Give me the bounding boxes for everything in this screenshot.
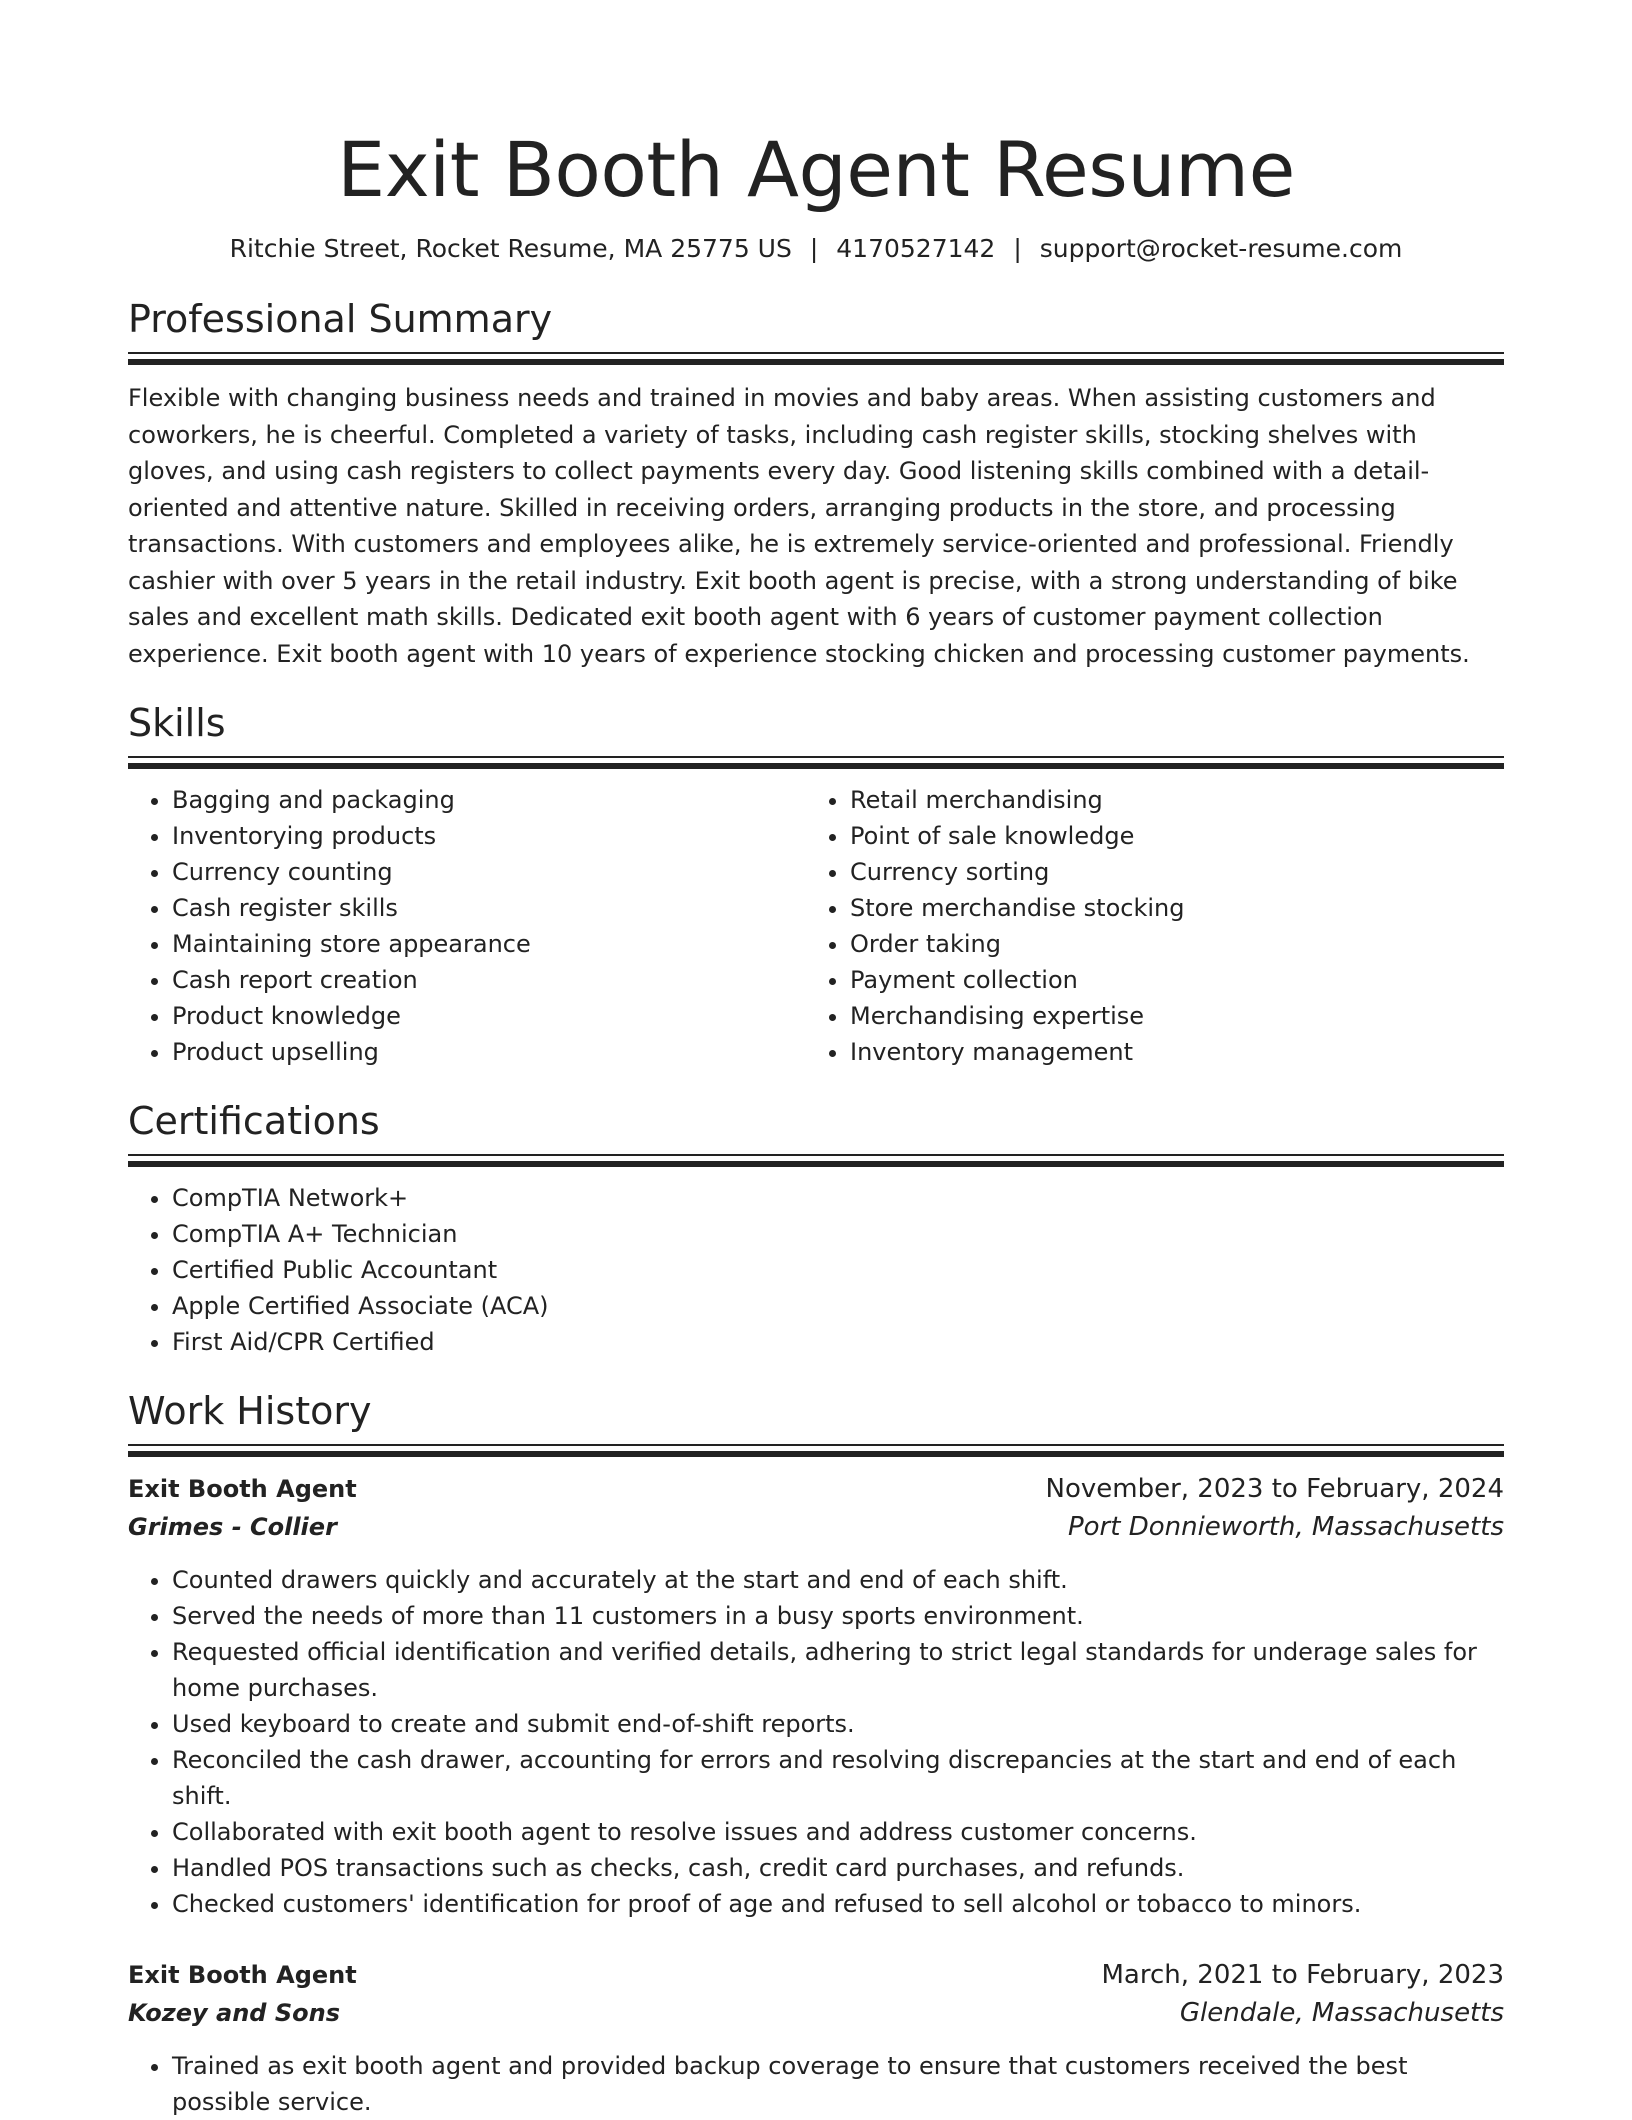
job-company: Grimes - Collier	[128, 1513, 337, 1541]
job-bullet: • Collaborated with exit booth agent to resolve issues and address customer concerns.	[172, 1814, 1504, 1850]
job-bullet: • Trained as exit booth agent and provided backup coverage to ensure that customers received the best possible service.	[172, 2048, 1504, 2120]
job-location: Port Donnieworth, Massachusetts	[1067, 1512, 1504, 1542]
job-location: Glendale, Massachusetts	[1179, 1998, 1504, 2028]
job-bullet: • Used keyboard to create and submit end-of-shift reports.	[172, 1706, 1504, 1742]
skill-item: • Point of sale knowledge	[850, 818, 1484, 854]
skill-item: • Maintaining store appearance	[172, 926, 806, 962]
skill-item: • Retail merchandising	[850, 782, 1484, 818]
skill-item: • Store merchandise stocking	[850, 890, 1484, 926]
job-title: Exit Booth Agent	[128, 1475, 357, 1503]
summary-section	[128, 294, 1504, 672]
job-bullet: • Counted drawers quickly and accurately at the start and end of each shift.	[172, 1562, 1504, 1598]
job-bullets	[128, 2048, 1504, 2120]
certification-item: • First Aid/CPR Certified	[172, 1324, 1504, 1360]
skill-item: • Inventorying products	[172, 818, 806, 854]
work-history-heading: Work History	[128, 1389, 372, 1433]
job-bullets	[128, 1562, 1504, 1922]
certifications-heading: Certifications	[128, 1099, 380, 1143]
job-title: Exit Booth Agent	[128, 1961, 357, 1989]
resume-page	[128, 0, 1504, 2120]
job-bullet: • Served the needs of more than 11 customers in a busy sports environment.	[172, 1598, 1504, 1634]
contact-separator: |	[809, 234, 819, 263]
skills-list-right	[806, 782, 1484, 1070]
skill-item: • Order taking	[850, 926, 1484, 962]
certifications-section	[128, 1096, 1504, 1360]
certifications-list	[128, 1180, 1504, 1360]
skills-column-left	[128, 782, 806, 1070]
skill-item: • Inventory management	[850, 1034, 1484, 1070]
contact-line	[128, 232, 1504, 266]
job-header	[128, 1470, 1504, 1508]
job-bullet: • Requested official identification and verified details, adhering to strict legal standards for underage sales for home purchases.	[172, 1634, 1504, 1706]
skills-heading: Skills	[128, 701, 226, 745]
work-history-section	[128, 1386, 1504, 2120]
skill-item: • Cash register skills	[172, 890, 806, 926]
skill-item: • Currency sorting	[850, 854, 1484, 890]
job-entry	[128, 1956, 1504, 2120]
skill-item: • Product upselling	[172, 1034, 806, 1070]
page-title: Exit Booth Agent Resume	[337, 125, 1295, 214]
contact-separator: |	[1013, 234, 1022, 263]
job-subheader	[128, 1994, 1504, 2032]
job-bullet: • Handled POS transactions such as checks, cash, credit card purchases, and refunds.	[172, 1850, 1504, 1886]
job-bullet: • Checked customers' identification for proof of age and refused to sell alcohol or tobacco to minors.	[172, 1886, 1504, 1922]
section-divider	[128, 1154, 1504, 1168]
skill-item: • Bagging and packaging	[172, 782, 806, 818]
skills-list-left	[128, 782, 806, 1070]
certification-item: • CompTIA Network+	[172, 1180, 1504, 1216]
skill-item: • Payment collection	[850, 962, 1484, 998]
job-entry	[128, 1470, 1504, 1922]
skills-column-right	[806, 782, 1484, 1070]
contact-address: Ritchie Street, Rocket Resume, MA 25775 US	[229, 234, 792, 263]
job-dates: March, 2021 to February, 2023	[1101, 1960, 1504, 1990]
job-header	[128, 1956, 1504, 1994]
job-subheader	[128, 1508, 1504, 1546]
section-divider	[128, 756, 1504, 770]
skill-item: • Merchandising expertise	[850, 998, 1484, 1034]
section-divider	[128, 352, 1504, 366]
job-company: Kozey and Sons	[128, 1999, 340, 2027]
contact-phone: 4170527142	[836, 234, 996, 263]
summary-text: Flexible with changing business needs and trained in movies and baby areas. When assisting customers and coworkers, he is cheerful. Completed a variety of tasks, including cash register skills, stocking shelves with gloves, and using cash registers to collect payments every day. Good listening skills combined with a detail-oriented and attentive nature. Skilled in receiving orders, arranging products in the store, and processing transactions. With customers and employees alike, he is extremely service-oriented and professional. Friendly cashier with over 5 years in the retail industry. Exit booth agent is precise, with a strong understanding of bike sales and excellent math skills. Dedicated exit booth agent with 6 years of customer payment collection experience. Exit booth agent with 10 years of experience stocking chicken and processing customer payments.	[128, 384, 1470, 668]
certification-item: • Certified Public Accountant	[172, 1252, 1504, 1288]
skills-section	[128, 698, 1504, 1070]
skills-grid	[128, 782, 1504, 1070]
section-divider	[128, 1444, 1504, 1458]
certification-item: • CompTIA A+ Technician	[172, 1216, 1504, 1252]
skill-item: • Product knowledge	[172, 998, 806, 1034]
certification-item: • Apple Certified Associate (ACA)	[172, 1288, 1504, 1324]
skill-item: • Cash report creation	[172, 962, 806, 998]
skill-item: • Currency counting	[172, 854, 806, 890]
summary-heading: Professional Summary	[128, 297, 553, 341]
contact-email: support@rocket-resume.com	[1039, 234, 1403, 263]
job-dates: November, 2023 to February, 2024	[1045, 1474, 1504, 1504]
job-bullet: • Reconciled the cash drawer, accounting for errors and resolving discrepancies at the start and end of each shift.	[172, 1742, 1504, 1814]
